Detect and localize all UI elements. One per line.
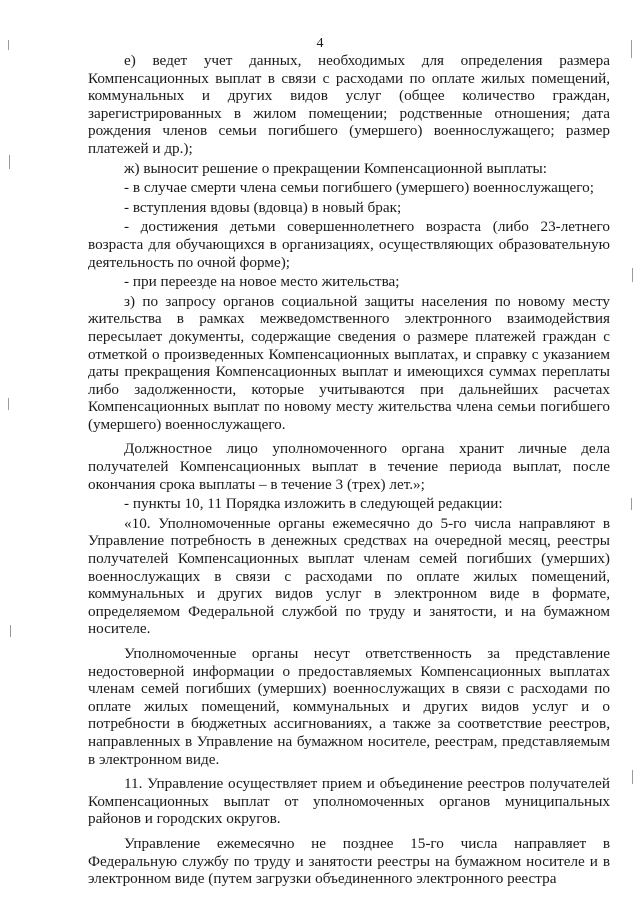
paragraph-item-11: 11. Управление осуществляет прием и объединение реестров получателей Компенсационных выплат от уполномоченных органов муниципальных районов и городских округов. — [88, 775, 610, 828]
scan-margin-mark — [9, 155, 10, 169]
paragraph-official-storage: Должностное лицо уполномоченного органа хранит личные дела получателей Компенсационных выплат в течение периода выплат, после окончания срока выплаты – в течение 3 (трех) лет.»; — [88, 440, 610, 493]
paragraph-monthly-report: Управление ежемесячно не позднее 15-го числа направляет в Федеральную службу по труду и занятости реестры на бумажном носителе и в электронном виде (путем загрузки объединенного электронного реестра — [88, 834, 610, 888]
paragraph-amendment-intro: - пункты 10, 11 Порядка изложить в следующей редакции: — [124, 495, 503, 513]
page-number: 4 — [316, 36, 324, 51]
paragraph-zh: ж) выносит решение о прекращении Компенсационной выплаты: — [124, 159, 547, 177]
scan-margin-mark — [10, 625, 11, 637]
paragraph-e: е) ведет учет данных, необходимых для определения размера Компенсационных выплат в связи с расходами по оплате жилых помещений, коммунальных и других видов услуг (общее количество граждан, зарегистрированных в жилом помещении; родственные отношения; дата рождения членов семьи погибшего (умершего) военнослужащего; размер платежей и др.); — [88, 52, 610, 157]
scan-margin-mark — [632, 268, 633, 282]
document-body — [88, 52, 610, 888]
paragraph-z: з) по запросу органов социальной защиты населения по новому месту жительства в рамках межведомственного электронного взаимодействия пересылает документы, содержащие сведения о размере платежей граждан с отметкой о произведенных Компенсационных выплатах, и справку с указанием даты прекращения Компенсационных выплат и имеющихся суммах переплаты либо задолженности, которые учитываются при дальнейших расчетах Компенсационных выплат по новому месту жительства члена семьи погибшего (умершего) военнослужащего. — [88, 292, 610, 433]
list-item-marriage: - вступления вдовы (вдовца) в новый брак; — [124, 198, 402, 216]
scan-margin-mark — [8, 398, 9, 410]
list-item-death: - в случае смерти члена семьи погибшего (умершего) военнослужащего; — [124, 179, 594, 197]
scan-margin-mark — [631, 498, 632, 510]
scan-margin-mark — [632, 770, 633, 784]
list-item-relocation: - при переезде на новое место жительства; — [124, 273, 400, 291]
paragraph-responsibility: Уполномоченные органы несут ответственность за представление недостоверной информации о предоставляемых Компенсационных выплатах членам семей погибших (умерших) военнослужащих в связи с расходами по оплате жилых помещений, коммунальных и других видов услуг и о потребности в бюджетных ассигнованиях, а также за соответствие реестров, направленных в Управление на бумажном носителе, реестрам, представляемым в электронном виде. — [88, 645, 610, 768]
paragraph-item-10: «10. Уполномоченные органы ежемесячно до 5-го числа направляют в Управление потребность в денежных средствах на очередной месяц, реестры получателей Компенсационных выплат членам семей погибших (умерших) военнослужащих в связи с расходами по оплате жилых помещений, коммунальных и других видов услуг в электронном виде в формате, определяемом Федеральной службой по труду и занятости, и на бумажном носителе. — [88, 514, 610, 638]
list-item-adulthood: - достижения детьми совершеннолетнего возраста (либо 23-летнего возраста для обучающихся в организациях, осуществляющих образовательную деятельность по очной форме); — [88, 218, 610, 271]
